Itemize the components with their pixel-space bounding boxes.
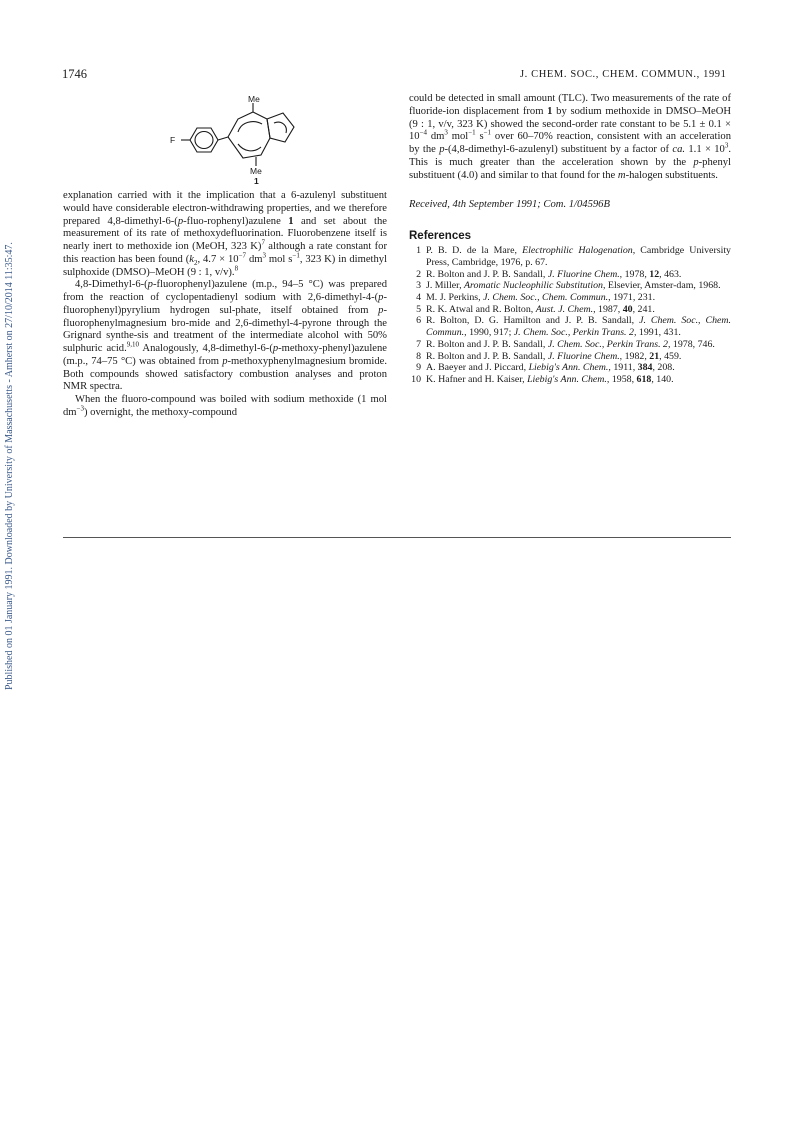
reference-details: , 1978, (619, 268, 650, 280)
aryl-link-bond (218, 137, 228, 140)
reference-number: 5 (416, 303, 421, 315)
reference-item (409, 362, 731, 374)
reference-source: Aust. J. Chem. (535, 303, 594, 315)
azulene-aromatic-arc (238, 122, 262, 132)
reference-source: J. Chem. Soc., Chem. Commun. (426, 315, 731, 339)
reference-details: , Elsevier, Amster-dam, 1968. (602, 280, 721, 292)
reference-item (409, 351, 731, 363)
me-bottom-label: Me (250, 166, 262, 176)
download-watermark: Published on 01 January 1991. Downloaded by University of Massachusetts - Amherst on 27/10/2014 11:35:47. (4, 242, 15, 690)
reference-source: Liebig's Ann. Chem. (527, 373, 607, 385)
reference-authors: R. K. Atwal and R. Bolton, (426, 303, 536, 315)
reference-details: , 1987, (593, 303, 623, 315)
page-number: 1746 (62, 67, 87, 81)
footer-rule (63, 537, 731, 538)
reference-volume: 40 (622, 303, 633, 315)
reference-item (409, 339, 731, 351)
right-column (409, 93, 731, 386)
fluorine-label: F (170, 135, 176, 145)
reference-number: 10 (411, 373, 421, 385)
references-heading: References (409, 230, 472, 243)
benzene-aromatic-circle (195, 132, 213, 149)
reference-details: , 1911, (608, 362, 638, 374)
reference-number: 4 (416, 292, 421, 304)
paragraph-reaction: When the fluoro-compound was boiled with sodium methoxide (1 mol $dm^{-3}$) overnight, the methoxy-compound (63, 394, 387, 418)
five-ring (267, 113, 294, 142)
reference-item (409, 292, 731, 304)
reference-authors: K. Hafner and H. Kaiser, (426, 373, 528, 385)
reference-list (409, 245, 731, 385)
paragraph-synthesis: 4,8-Dimethyl-6-(p-fluorophenyl)azulene (m.p., 94–5 °C) was prepared from the reaction of cyclopentadienyl sodium with 2,6-dimethyl-4-(p-fluorophenyl)pyrylium hydrogen sul-phate, itself obtained from p-fluorophenylmagnesium bro-mide and 2,6-dimethyl-4-pyrone through the Grignard synthe-sis and treatment of the intermediate alcohol with 50% sulphuric acid.$^{9,10}$ Analogously, 4,8-dimethyl-6-(p-methoxy-phenyl)azulene (m.p., 74–75 °C) was obtained from p-methoxyphenylmagnesium bromide. Both compounds showed satisfactory combustion analyses and proton NMR spectra. (63, 279, 387, 393)
reference-authors: R. Bolton and J. P. B. Sandall, (426, 350, 548, 362)
reference-volume: 21 (649, 350, 660, 362)
left-column (63, 190, 387, 420)
reference-pages: , 459. (659, 350, 682, 362)
reference-source: Liebig's Ann. Chem. (528, 362, 609, 374)
reference-number: 9 (416, 362, 421, 374)
reference-pages: , 208. (652, 362, 675, 374)
reference-details: , 1958, (606, 373, 637, 385)
reference-source: J. Chem. Soc., Chem. Commun. (483, 292, 609, 304)
reference-item (409, 280, 731, 292)
reference-details: , 1978, 746. (667, 338, 715, 350)
reference-number: 1 (416, 245, 421, 257)
cp-aromatic-arc (274, 122, 286, 133)
reference-authors: J. Miller, (426, 280, 465, 292)
reference-number: 2 (416, 268, 421, 280)
azulene-aromatic-arc-lower (238, 144, 261, 151)
paragraph-rate: could be detected in small amount (TLC). Two measurements of the rate of fluoride-ion displacement from 1 by sodium methoxide in DMSO–MeOH (9 : 1, v/v, 323 K) showed the second-order rate constant to be $5.1 \pm 0.1 \times 10^{-4}$ $dm^3$ mol$^{-1}$ $s^{-1}$ over 60–70% reaction, consistent with an acceleration by the p-(4,8-dimethyl-6-azulenyl) substituent by a factor of ca. $1.1 \times 10^3$. This is much greater than the acceleration shown by the p-phenyl substituent (4.0) and similar to that found for the m-halogen substituents. (409, 93, 732, 181)
received-line: Received, 4th September 1991; Com. 1/04596B (409, 199, 610, 211)
reference-authors: R. Bolton and J. P. B. Sandall, (426, 268, 548, 280)
reference-authors: R. Bolton and J. P. B. Sandall, (426, 338, 548, 350)
reference-source: Aromatic Nucleophilic Substitution (464, 280, 603, 292)
reference-source-2: J. Chem. Soc., Perkin Trans. 2 (513, 327, 634, 339)
reference-number: 3 (416, 280, 421, 292)
reference-pages: , 1991, 431. (633, 327, 681, 339)
compound-number: 1 (254, 176, 259, 184)
reference-details: , 1990, 917; (464, 327, 514, 339)
reference-number: 8 (416, 350, 421, 362)
reference-pages: , 140. (651, 373, 674, 385)
reference-source: J. Fluorine Chem. (547, 268, 620, 280)
reference-item (409, 304, 731, 316)
reference-source: Electrophilic Halogenation (522, 245, 633, 257)
reference-details: , Cambridge University Press, Cambridge, 1976, p. 67. (426, 245, 731, 268)
paragraph-explanation: explanation carried with it the implication that a 6-azulenyl substituent would have considerable electron-withdrawing properties, and we therefore prepared 4,8-dimethyl-6-(p-fluo-rophenyl)azulene 1 and set about the measurement of its rate of methoxydefluorination. Fluorobenzene itself is nearly inert to methoxide ion (MeOH, 323 K)$^7$ although a rate constant for this reaction has been found ($k_2$, $4.7 \times 10^{-7}$ $dm^3$ mol $s^{-1}$, 323 K) in dimethyl sulphoxide (DMSO)–MeOH (9 : 1, v/v).$^8$ (63, 190, 388, 278)
reference-volume: 618 (636, 373, 652, 385)
reference-item (409, 315, 731, 338)
reference-number: 7 (416, 338, 421, 350)
reference-number: 6 (416, 315, 421, 327)
reference-item (409, 269, 731, 281)
reference-pages: , 463. (659, 268, 682, 280)
reference-details: , 1971, 231. (608, 292, 656, 304)
journal-header: J. CHEM. SOC., CHEM. COMMUN., 1991 (520, 69, 727, 80)
reference-authors: P. B. D. de la Mare, (426, 245, 523, 257)
reference-item (409, 245, 731, 268)
me-top-label: Me (248, 94, 260, 104)
reference-item (409, 374, 731, 386)
azulene-structure (168, 92, 338, 184)
reference-source: J. Chem. Soc., Perkin Trans. 2 (547, 338, 668, 350)
reference-authors: R. Bolton, D. G. Hamilton and J. P. B. Sandall, (426, 315, 640, 327)
reference-volume: 384 (637, 362, 653, 374)
reference-volume: 12 (649, 268, 660, 280)
reference-source: J. Fluorine Chem. (547, 350, 620, 362)
reference-authors: M. J. Perkins, (426, 292, 484, 304)
reference-authors: A. Baeyer and J. Piccard, (426, 362, 529, 374)
reference-details: , 1982, (619, 350, 650, 362)
reference-pages: , 241. (632, 303, 655, 315)
